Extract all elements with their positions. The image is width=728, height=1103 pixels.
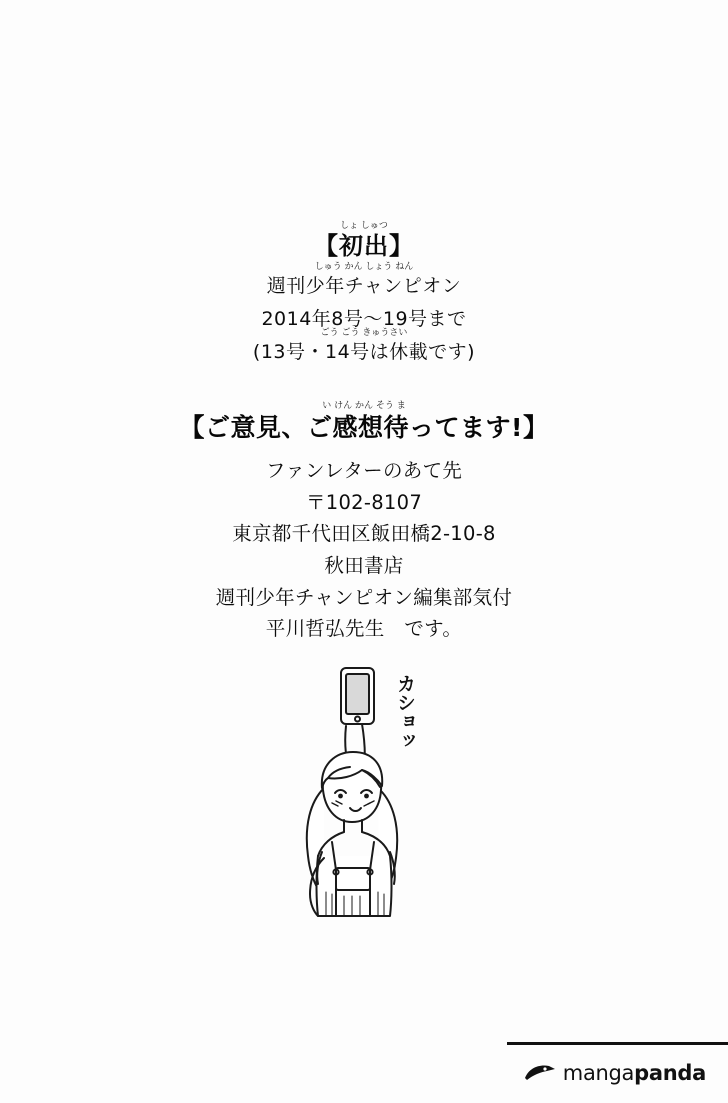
watermark-brand-bold: panda xyxy=(634,1061,706,1085)
magazine-name: 週刊少年チャンピオン xyxy=(266,274,462,297)
magazine-line xyxy=(0,261,728,301)
address-line: 平川哲弘先生 です。 xyxy=(265,617,463,641)
bracket-close: 】 xyxy=(389,232,414,260)
address-line: 〒102-8107 xyxy=(305,490,423,514)
address-line: 東京都千代田区飯田橋2-10-8 xyxy=(232,522,496,546)
fan-mail-heading xyxy=(0,401,728,443)
ruby-text-magazine: しゅう かん しょう ねん xyxy=(314,261,414,272)
panda-logo-icon xyxy=(523,1062,557,1084)
ruby-text-note: ごう ごう きゅうさい xyxy=(320,327,408,338)
ruby-text-shoshutsu: しょ しゅつ xyxy=(340,221,388,231)
footer-rule xyxy=(507,1042,728,1045)
fan-mail-heading-text: 【ご意見、ご感想待ってます!】 xyxy=(179,413,549,442)
ruby-group-note xyxy=(252,327,476,367)
fan-mail-block xyxy=(0,401,728,645)
girl-selfie-drawing xyxy=(266,660,456,922)
first-publication-block xyxy=(0,221,728,367)
address-block xyxy=(0,455,728,644)
ruby-group-fanmail xyxy=(179,401,549,443)
address-line: ファンレターのあて先 xyxy=(265,459,463,483)
watermark-brand-light: manga xyxy=(562,1061,635,1085)
first-publication-heading-text: 初出 xyxy=(339,232,389,260)
watermark-text xyxy=(563,1061,706,1085)
first-publication-heading xyxy=(0,221,728,261)
ruby-group-magazine xyxy=(266,261,462,301)
manga-panda-watermark xyxy=(523,1061,706,1085)
ruby-group-shoshutsu xyxy=(339,221,389,261)
issue-note-text: (13号・14号は休載です) xyxy=(252,340,476,363)
ruby-text-fanmail: い けん かん そう ま xyxy=(322,401,406,411)
issue-note xyxy=(0,327,728,367)
issue-range: 2014年8号〜19号まで xyxy=(261,307,467,330)
address-line: 週刊少年チャンピオン編集部気付 xyxy=(215,585,513,609)
bracket-open: 【 xyxy=(314,232,339,260)
sound-effect-text: カショッ xyxy=(393,674,416,750)
address-line: 秋田書店 xyxy=(324,553,404,577)
selfie-illustration xyxy=(266,660,456,922)
